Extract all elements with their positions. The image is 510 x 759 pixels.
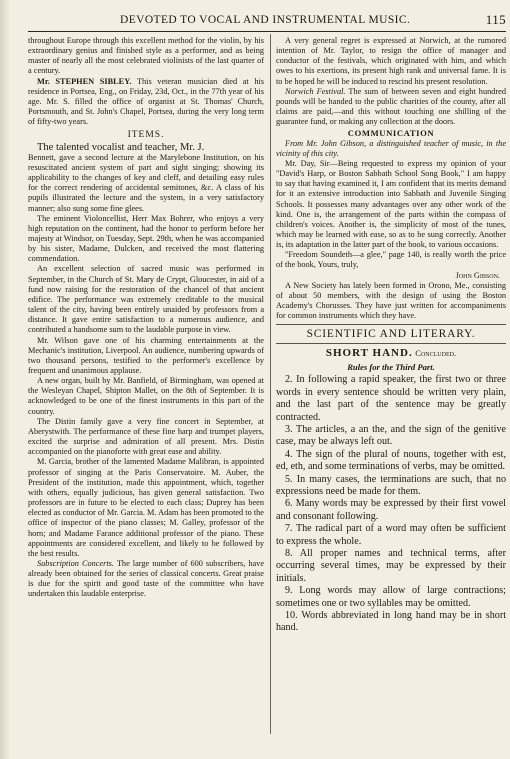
orono-paragraph: A New Society has lately been formed in Orono, Me., consisting of about 50 members, with the design of using the Boston Academy's Chorusses. They have just written for accompaniments for common instruments which they have. <box>276 280 506 321</box>
subscription-label: Subscription Concerts. <box>37 558 114 568</box>
short-hand-rules-heading: Rules for the Third Part. <box>347 361 435 372</box>
items-heading: ITEMS. <box>127 130 165 141</box>
running-header <box>28 10 506 30</box>
scientific-literary-heading: SCIENTIFIC AND LITERARY. <box>306 328 476 341</box>
short-hand-heading <box>276 347 506 360</box>
items-paragraph-6: The Distin family gave a very fine concert in September, at Aberystwith. The performance of these fine harp and trumpet players, excited the surprise and admiration of all present. Mrs. Distin accompanied on the pianoforte with great ease and ability. <box>28 416 264 457</box>
rule-9: 9. Long words may allow of large contractions; sometimes one or two syllables may be omitted. <box>276 585 506 609</box>
intro-paragraph: throughout Europe through this excellent method for the violin, by his extraordinary genius and finished style as a performer, and as being master of nearly all the most celebrated violinists of the last quarter of a century. <box>28 36 264 76</box>
header-rule <box>28 31 506 32</box>
right-column <box>276 36 506 635</box>
rule-5: 5. In many cases, the terminations are such, that no expressions need be made for them. <box>276 473 506 497</box>
rule-4: 4. The sign of the plural of nouns, together with est, ed, eth, and some terminations of verbs, may be omitted. <box>276 448 506 473</box>
subscription-text: The large number of 600 subscribers, have already been obtained for the series of classical concerts. Great praise is due for the spirit and good taste of the committee who have undertaken this laudable enterprise. <box>28 558 265 599</box>
communication-heading: COMMUNICATION <box>347 128 435 139</box>
rule-7: 7. The radical part of a word may often be sufficient to express the whole. <box>276 523 506 547</box>
items-paragraph-7: M. Garcia, brother of the lamented Madame Malibran, is appointed professor of singing at the Paris Conservatoire. M. Auber, the President of the institution, made this appointment, which, together with others, equally judicious, has given general satisfaction. Two professors are in future to be elected to each class; Duprey has been elected as conductor of Mr. Garcia. M. Adam has been promoted to the office of inspector of the piano classes; M. Galley, professor of the horn; and Madame Farance additional professor of the piano. These appointments are considered excellent, and likely to be followed by the best results. <box>28 457 264 558</box>
items-paragraph-2: The eminent Violoncellist, Herr Max Bohrer, who enjoys a very high reputation on the continent, had the honor to perform before her majesty at Windsor, on Tuesday, Sept. 29th, when he was accompanied by his sister, Madame, Dulcken, and received the most flattering commendation. <box>28 213 264 264</box>
regret-paragraph: A very general regret is expressed at Norwich, at the rumored intention of Mr. Taylor, to resign the office of manager and conductor of the festivals, which originated with him, and which owes to his exertions, its present high rank and universal fame. It is to be hoped he will be induced to rescind his present resolution. <box>276 36 506 86</box>
section-rule-lower <box>276 343 506 344</box>
section-rule <box>276 324 506 325</box>
running-title: DEVOTED TO VOCAL AND INSTRUMENTAL MUSIC. <box>120 14 411 26</box>
items-paragraph-5: A new organ, built by Mr. Banfield, of Birmingham, was opened at the Wesleyan Chapel, Shipton Mallet, on the 8th of September. It is acknowledged to be one of the finest instruments in this part of the country. <box>28 376 264 416</box>
book-page <box>28 10 506 755</box>
items-paragraph-3: An excellent selection of sacred music was performed in September, in the Church of St. Mary de Crypt, Gloucester, in aid of a fund now raising for the restoration of the chancel of that ancient edifice. The performance was extremely creditable to the musical talent of the city, having been entirely unaided by professors from a distance. It gave entire satisfaction to a numerous audience, and contributed a handsome sum to the laudable purpose in view. <box>28 264 264 335</box>
short-hand-article <box>276 347 506 635</box>
page-gutter-shadow <box>0 0 10 759</box>
items-paragraph-1: Bennett, gave a second lecture at the Marylebone Institution, on his resuscitated ancient system of part and sight singing; showing its applicability to the changes of key and cleff, and detailing easy rules for the correct rendering of accidental semitones, &c. A class of his pupils illustrated the lecture and the system, in a very satisfactory manner; also sung some fine glees. <box>28 152 264 213</box>
sibley-text: This veteran musician died at his residence in Portsea, Eng., on Friday, 23d, Oct., in the 77th year of his age. Mr. S. filled the office of organist at St. Thomas' Church, Portsmouth, and St. John's Chapel, Portsea, during the very long term of fifty-two years. <box>28 76 264 127</box>
communication-closing: "Freedom Soundeth—a glee," page 140, is really worth the price of the book, Yours, truly, <box>276 250 506 270</box>
rule-8: 8. All proper names and technical terms, after occurring several times, may be expressed by their initials. <box>276 548 506 584</box>
norwich-label: Norwich Festival. <box>285 86 346 96</box>
rule-3: 3. The articles, a an the, and the sign of the genitive case, may be always left out. <box>276 423 506 448</box>
subscription-paragraph <box>28 559 264 600</box>
short-hand-concluded: Concluded. <box>415 347 457 358</box>
short-hand-title: SHORT HAND. <box>325 346 413 359</box>
page-number: 115 <box>485 12 506 27</box>
communication-body: Mr. Day, Sir—Being requested to express my opinion of your "David's Harp, or Boston Sabbath School Song Book," I am happy to say that having examined it, I am confident that its merits demand for it an extensive introduction into Sabbath and Juvenile Singing Schools. It possesses many advantages over any other work of the kind. One is, the arrangement of the parts within the compass of children's voices. Another is, the simplicity of most of the tunes, which may be learned with ease, so as to be sung correctly. Another is, its adaptation in the latter part of the book, to various occasions. <box>276 158 506 250</box>
rule-10: 10. Words abbreviated in long hand may be in short hand. <box>276 610 506 634</box>
communication-signature: John Gibson. <box>455 270 500 280</box>
norwich-paragraph <box>276 87 506 128</box>
rule-6: 6. Many words may be expressed by their first vowel and consonant following. <box>276 498 506 522</box>
left-column <box>28 36 264 600</box>
items-paragraph-4: Mr. Wilson gave one of his charming entertainments at the Mechanic's institution, Liverpool. An audience, numbering upwards of two thousand persons, testified to the performer's excellence by frequent and unanimous applause. <box>28 335 264 375</box>
column-divider <box>270 34 271 734</box>
sibley-name: Mr. STEPHEN SIBLEY. <box>37 76 132 86</box>
rule-2: 2. In following a rapid speaker, the first two or three words in every sentence should be written very plain, and the last part of the sentence may be greatly contracted. <box>276 374 506 423</box>
sibley-obituary <box>28 77 264 128</box>
communication-from: From Mr. John Gibson, a distinguished teacher of music, in the vicinity of this city. <box>276 138 506 158</box>
norwich-text: The sum of between seven and eight hundred pounds will be handed to the public charities of the county, after all claims are paid,—and this without touching one shilling of the guarantee fund, or making any collection at the doors. <box>276 86 506 127</box>
items-lead: The talented vocalist and teacher, Mr. J. <box>37 141 205 153</box>
